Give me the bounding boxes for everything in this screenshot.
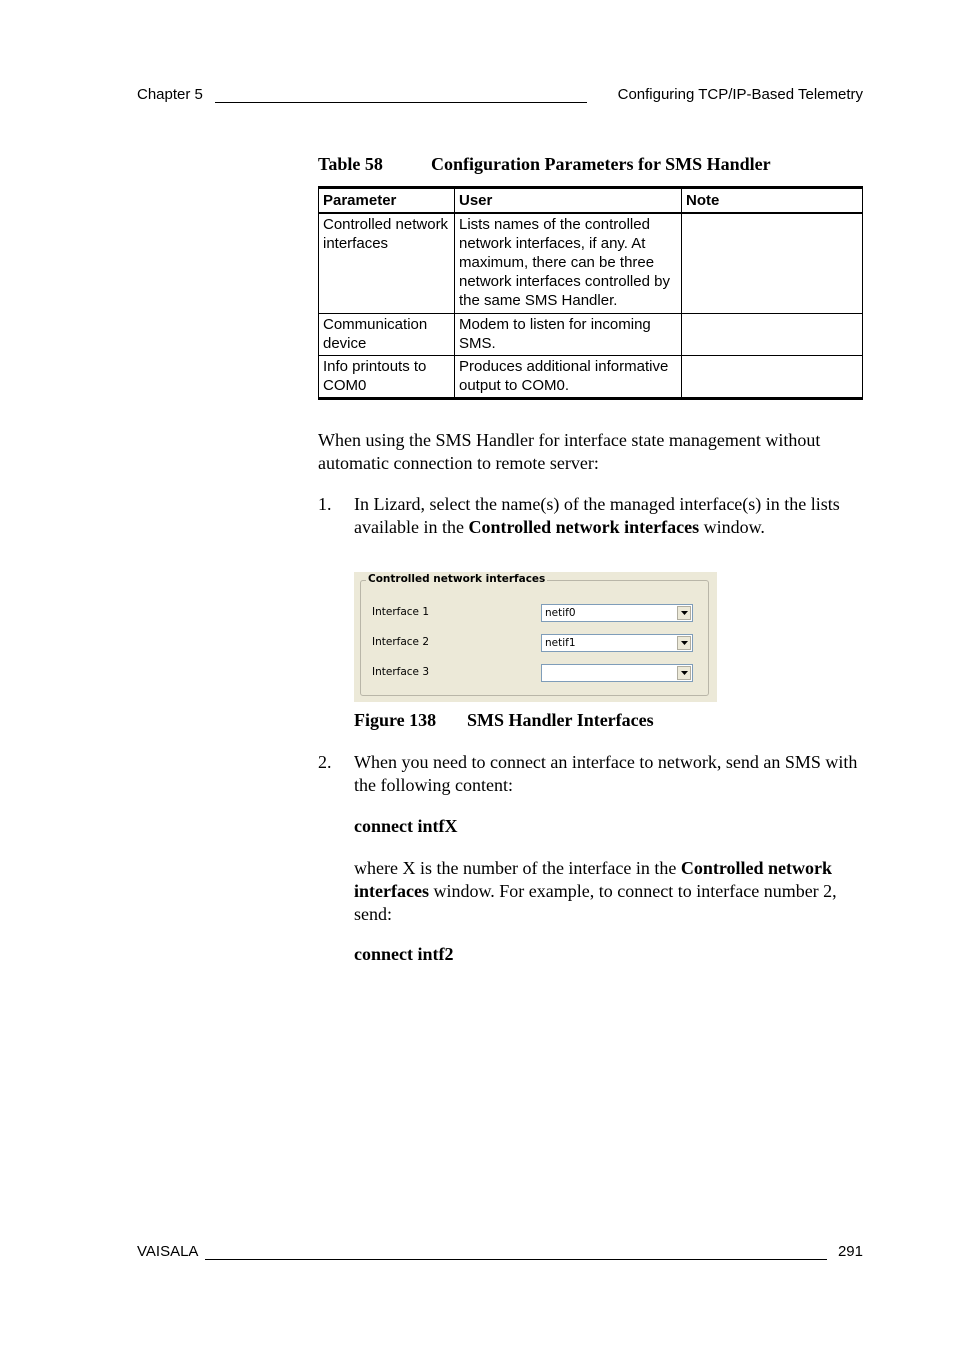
step-1-bold: Controlled network interfaces	[468, 517, 700, 537]
group-title: Controlled network interfaces	[368, 573, 546, 585]
step-1-number: 1.	[318, 494, 332, 514]
table-row	[319, 355, 863, 398]
brand-label: VAISALA	[137, 1243, 199, 1260]
column-header-user: User	[455, 188, 682, 214]
chevron-down-icon[interactable]	[677, 606, 691, 620]
table-cell: Communication device	[319, 313, 455, 355]
command-syntax-text: connect intfX	[354, 816, 458, 836]
interface-2-dropdown[interactable]	[541, 634, 693, 652]
column-header-note: Note	[682, 188, 863, 214]
footer-rule	[205, 1259, 827, 1260]
table-cell	[682, 355, 863, 398]
interface-2-value: netif1	[545, 637, 576, 649]
header-rule	[215, 102, 587, 103]
figure-title: SMS Handler Interfaces	[467, 710, 654, 730]
column-header-parameter: Parameter	[319, 188, 455, 214]
page-number: 291	[837, 1243, 863, 1260]
command-example	[354, 943, 453, 966]
chevron-down-icon[interactable]	[677, 666, 691, 680]
table-cell: Info printouts to COM0	[319, 355, 455, 398]
table-caption	[318, 154, 771, 175]
command-explanation	[354, 857, 866, 926]
explain-before: where X is the number of the interface in the	[354, 858, 681, 878]
explain-after: window. For example, to connect to interface number 2, send:	[354, 881, 837, 924]
table-cell	[682, 313, 863, 355]
table-row	[319, 213, 863, 313]
command-syntax	[354, 815, 457, 838]
intro-paragraph: When using the SMS Handler for interface state management without automatic connection to remote server:	[318, 430, 821, 473]
interface-3-label: Interface 3	[372, 666, 430, 678]
page-footer	[137, 1243, 863, 1263]
page-header	[137, 86, 863, 106]
interface-2-label: Interface 2	[372, 636, 430, 648]
table-title: Configuration Parameters for SMS Handler	[431, 154, 771, 174]
table-cell: Lists names of the controlled network interfaces, if any. At maximum, there can be three network interfaces controlled by the same SMS Handler.	[455, 213, 682, 313]
step-1-text-before: In Lizard, select the name(s) of the managed interface(s) in the lists available in the	[354, 494, 840, 537]
interface-1-value: netif0	[545, 607, 576, 619]
table-cell	[682, 213, 863, 313]
table-header-row	[319, 188, 863, 214]
table-cell: Controlled network interfaces	[319, 213, 455, 313]
interface-1-label: Interface 1	[372, 606, 430, 618]
chapter-label: Chapter 5	[137, 86, 203, 103]
step-2-number: 2.	[318, 752, 332, 772]
figure-caption	[354, 710, 654, 731]
interface-1-dropdown[interactable]	[541, 604, 693, 622]
section-title: Configuring TCP/IP-Based Telemetry	[617, 86, 863, 103]
step-1-text	[354, 493, 866, 539]
controlled-interfaces-dialog	[354, 572, 717, 702]
table-row	[319, 313, 863, 355]
table-cell: Produces additional informative output to COM0.	[455, 355, 682, 398]
command-example-text: connect intf2	[354, 944, 454, 964]
table-number: Table 58	[318, 154, 383, 174]
chevron-down-icon[interactable]	[677, 636, 691, 650]
interface-3-dropdown[interactable]	[541, 664, 693, 682]
figure-number: Figure 138	[354, 710, 437, 730]
explain-bold: Controlled network interfaces	[354, 858, 833, 901]
step-2-text: When you need to connect an interface to network, send an SMS with the following content:	[354, 752, 858, 795]
step-1-text-after: window.	[699, 517, 765, 537]
parameters-table	[318, 186, 863, 400]
table-cell: Modem to listen for incoming SMS.	[455, 313, 682, 355]
